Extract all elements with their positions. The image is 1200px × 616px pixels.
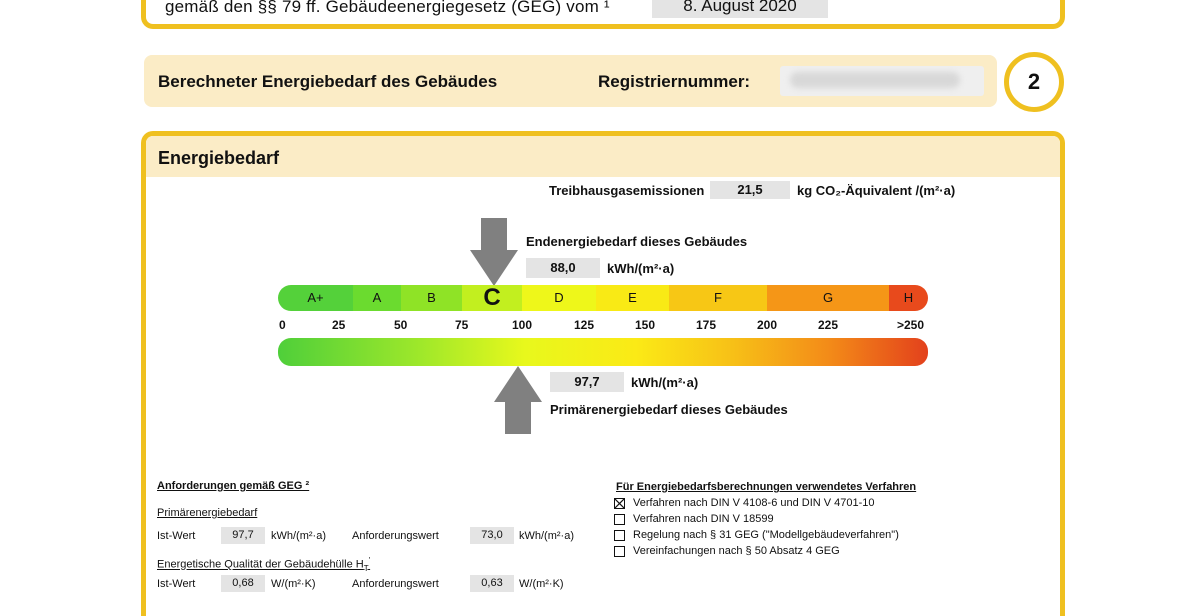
tick-label: 175: [696, 318, 717, 332]
class-b: B: [401, 285, 463, 311]
envelope-heading: Energetische Qualität der Gebäudehülle $H_T'$: [157, 556, 371, 573]
envelope-req-value: 0,63: [470, 575, 514, 592]
end-energy-arrow-icon: [470, 218, 518, 286]
primary-energy-value: 97,7: [550, 372, 624, 392]
envelope-ist-value: 0,68: [221, 575, 265, 592]
tick-label: >250: [897, 318, 925, 332]
primary-ist-value: 97,7: [221, 527, 265, 544]
tick-label: 75: [455, 318, 469, 332]
energy-section-title: Energiebedarf: [158, 148, 280, 168]
class-h: H: [889, 285, 928, 311]
tick-label: 0: [279, 318, 286, 332]
tick-label: 200: [757, 318, 778, 332]
method-item: Verfahren nach DIN V 18599: [614, 513, 774, 525]
envelope-req-unit: W/(m²·K): [519, 578, 564, 590]
tick-label: 25: [332, 318, 346, 332]
class-e: E: [596, 285, 670, 311]
energy-class-scale: [278, 285, 928, 311]
method-item: Verfahren nach DIN V 4108-6 und DIN V 4701-10: [614, 497, 875, 509]
primary-energy-heading: Primärenergiebedarf: [157, 507, 258, 519]
ist-label: Ist-Wert: [157, 530, 196, 542]
tick-label: 50: [394, 318, 408, 332]
methods-title: Für Energiebedarfsberechnungen verwendetes Verfahren: [616, 481, 917, 493]
law-date-field: 8. August 2020: [652, 0, 828, 18]
redacted-registration-number: [790, 72, 960, 88]
primary-ist-unit: kWh/(m²·a): [271, 530, 326, 542]
class-d: D: [522, 285, 597, 311]
energy-gradient-bar: [278, 338, 928, 366]
class-g: G: [767, 285, 890, 311]
energy-section-header: [146, 136, 1060, 177]
requirements-title: Anforderungen gemäß GEG ²: [157, 480, 310, 492]
primary-energy-arrow-icon: [494, 366, 542, 434]
page-number-badge: 2: [1004, 52, 1064, 112]
envelope-ist-unit: W/(m²·K): [271, 578, 316, 590]
ghg-value: 21,5: [710, 181, 790, 199]
end-energy-unit: kWh/(m²·a): [607, 261, 675, 276]
class-c-active: C: [462, 285, 523, 311]
law-reference-text: gemäß den §§ 79 ff. Gebäudeenergiegesetz (GEG) vom ¹: [165, 0, 610, 16]
primary-req-unit: kWh/(m²·a): [519, 530, 574, 542]
primary-req-value: 73,0: [470, 527, 514, 544]
tick-label: 125: [574, 318, 595, 332]
primary-energy-unit: kWh/(m²·a): [631, 375, 699, 390]
checkbox-icon[interactable]: [614, 546, 625, 557]
checked-checkbox-icon[interactable]: [614, 498, 625, 509]
ghg-label: Treibhausgasemissionen: [549, 183, 705, 198]
end-energy-label: Endenergiebedarf dieses Gebäudes: [526, 234, 748, 249]
primary-energy-label: Primärenergiebedarf dieses Gebäudes: [550, 402, 788, 417]
method-item: Vereinfachungen nach § 50 Absatz 4 GEG: [614, 545, 840, 557]
ist-label: Ist-Wert: [157, 578, 196, 590]
requirement-label: Anforderungswert: [352, 578, 439, 590]
class-f: F: [669, 285, 768, 311]
requirement-label: Anforderungswert: [352, 530, 439, 542]
tick-label: 225: [818, 318, 839, 332]
checkbox-icon[interactable]: [614, 514, 625, 525]
class-a-plus: A+: [278, 285, 354, 311]
method-item: Regelung nach § 31 GEG ("Modellgebäudeverfahren"): [614, 529, 899, 541]
class-a: A: [353, 285, 402, 311]
checkbox-icon[interactable]: [614, 530, 625, 541]
tick-label: 150: [635, 318, 656, 332]
registration-number-label: Registriernummer:: [598, 72, 751, 91]
ghg-unit: kg CO₂-Äquivalent /(m²·a): [797, 183, 956, 198]
end-energy-value: 88,0: [526, 258, 600, 278]
page-title: Berechneter Energiebedarf des Gebäudes: [158, 72, 498, 91]
tick-label: 100: [512, 318, 533, 332]
